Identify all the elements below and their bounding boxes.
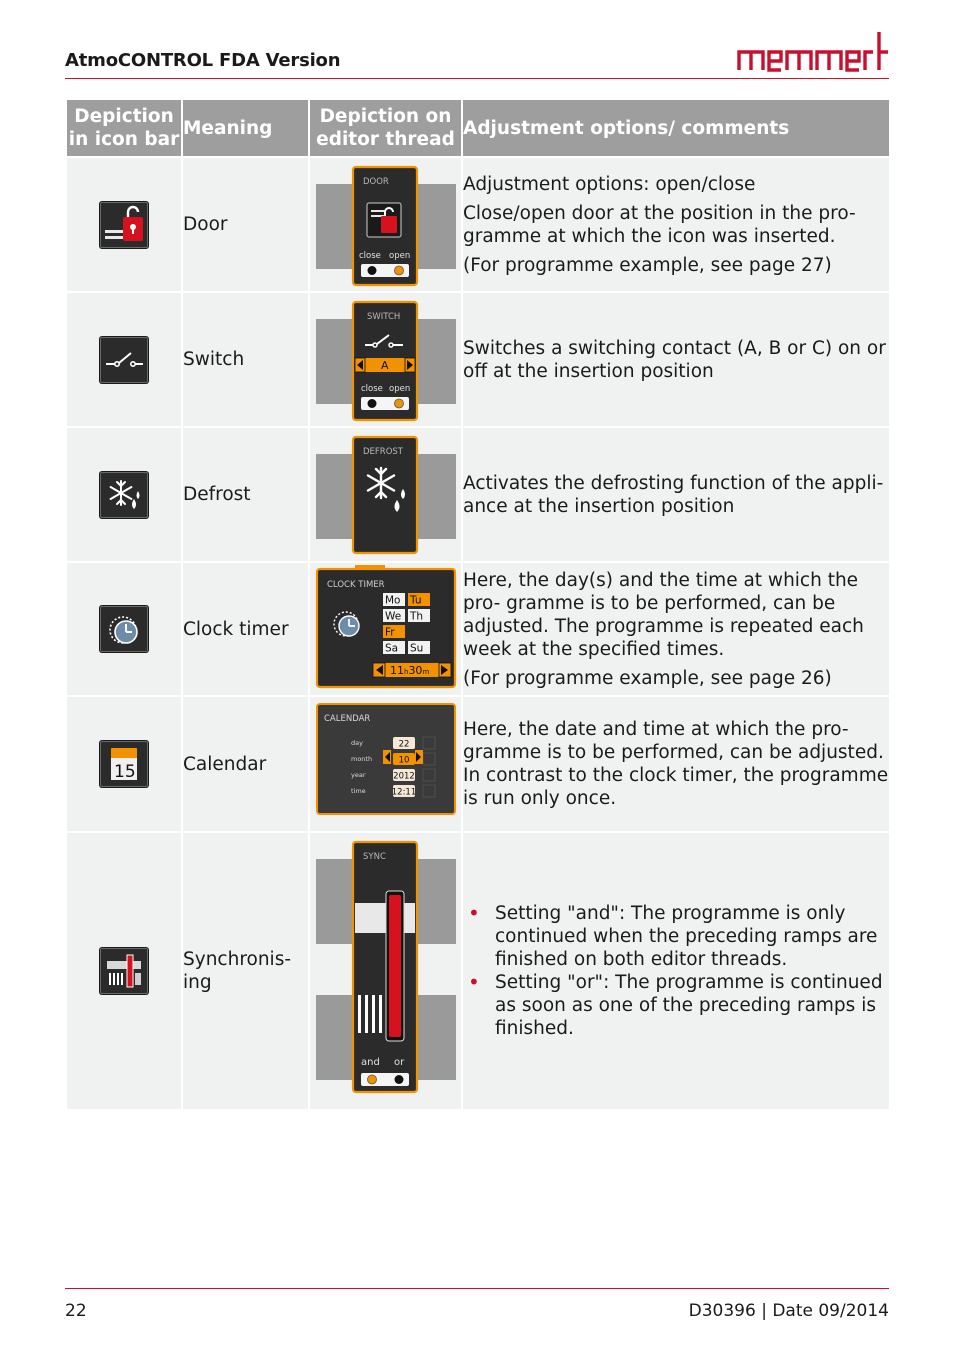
editor-close-label: close xyxy=(358,251,381,261)
comment-defrost xyxy=(462,427,890,562)
comment-switch xyxy=(462,292,890,427)
sync-icon xyxy=(100,948,148,994)
day-chip-we: We xyxy=(384,610,401,623)
editor-door-title: DOOR xyxy=(362,177,389,187)
calendar-icon xyxy=(100,741,148,787)
column-header-editor-thread: Depiction on editor thread xyxy=(309,99,462,157)
meaning-door: Door xyxy=(182,157,309,292)
meaning-switch: Switch xyxy=(182,292,309,427)
table-row-defrost xyxy=(66,427,890,562)
calendar-year-label: year xyxy=(350,771,366,779)
day-chip-mo: Mo xyxy=(384,594,400,607)
snowflake-icon xyxy=(100,472,148,518)
day-chip-th: Th xyxy=(409,610,423,623)
memmert-logo xyxy=(737,30,889,72)
comment-text: Activates the defrosting function of the appli- ance at the insertion position xyxy=(463,472,884,517)
day-chip-sa: Sa xyxy=(384,642,398,655)
icon-table xyxy=(65,98,891,1111)
comment-synchronising xyxy=(462,832,890,1110)
meaning-calendar: Calendar xyxy=(182,696,309,832)
comment-text: Switches a switching contact (A, B or C) on or off at the insertion position xyxy=(463,337,886,382)
sync-bullet-list xyxy=(463,902,889,1040)
editor-minutes-unit: m xyxy=(421,668,429,676)
table-row-switch xyxy=(66,292,890,427)
comment-calendar xyxy=(462,696,890,832)
comment-text: Here, the date and time at which the pro- gramme is to be performed, can be adjusted. In contrast to the clock timer, the programme is run only once. xyxy=(463,719,889,809)
comment-text: (For programme example, see page 26) xyxy=(463,667,832,689)
calendar-day-label: day xyxy=(350,739,363,747)
icon-cell xyxy=(66,427,182,562)
bullet-icon: • xyxy=(468,901,480,925)
document-reference: D30396 | Date 09/2014 xyxy=(688,1301,889,1321)
editor-open-label: open xyxy=(388,384,410,394)
day-chip-tu: Tu xyxy=(409,594,421,607)
table-header-row xyxy=(66,99,890,157)
editor-hours-unit: h xyxy=(403,668,408,676)
editor-and-label: and xyxy=(360,1057,380,1068)
editor-open-label: open xyxy=(388,251,410,261)
column-header-icon-bar: Depiction in icon bar xyxy=(66,99,182,157)
meaning-defrost: Defrost xyxy=(182,427,309,562)
list-item xyxy=(468,970,889,1040)
editor-contact-label: A xyxy=(380,359,389,372)
clock-timer-icon xyxy=(100,606,148,652)
bullet-text: Setting "and": The programme is only continued when the preceding ramps are finished on both editor threads. xyxy=(495,903,878,970)
icon-cell xyxy=(66,157,182,292)
day-chip-su: Su xyxy=(409,642,423,655)
icon-cell xyxy=(66,562,182,696)
page-header xyxy=(65,30,889,79)
comment-text: (For programme example, see page 27) xyxy=(463,254,832,276)
icon-cell xyxy=(66,832,182,1110)
editor-sync-title: SYNC xyxy=(362,852,386,862)
comment-text: Close/open door at the position in the pro- gramme at which the icon was inserted. xyxy=(463,202,856,247)
editor-thread-sync xyxy=(309,832,462,1110)
comment-door xyxy=(462,157,890,292)
document-title: AtmoCONTROL FDA Version xyxy=(65,50,341,71)
comment-text: Here, the day(s) and the time at which the pro- gramme is to be performed, can be adjusted. The programme is repeated each week at the specified times. xyxy=(463,569,864,660)
meaning-synchronising: Synchronis- ing xyxy=(182,832,309,1110)
bullet-icon: • xyxy=(468,970,480,994)
calendar-month-value: 10 xyxy=(398,755,409,766)
page-number: 22 xyxy=(65,1301,87,1321)
editor-thread-calendar xyxy=(309,696,462,832)
editor-hours-value: 11 xyxy=(389,664,404,677)
comment-clock-timer xyxy=(462,562,890,696)
bullet-text: Setting "or": The programme is continued as soon as one of the preceding ramps is finished. xyxy=(495,972,883,1039)
column-header-meaning: Meaning xyxy=(182,99,309,157)
icon-cell xyxy=(66,696,182,832)
switch-icon xyxy=(100,337,148,383)
calendar-month-label: month xyxy=(350,755,372,763)
editor-clock-timer-title: CLOCK TIMER xyxy=(326,580,385,590)
table-row-clock-timer xyxy=(66,562,890,696)
table-row-door xyxy=(66,157,890,292)
door-icon xyxy=(100,202,148,248)
editor-thread-clock-timer xyxy=(309,562,462,696)
table-row-calendar xyxy=(66,696,890,832)
editor-thread-switch xyxy=(309,292,462,427)
calendar-day-value: 22 xyxy=(398,739,409,750)
icon-cell xyxy=(66,292,182,427)
table-row-synchronising xyxy=(66,832,890,1110)
meaning-clock-timer: Clock timer xyxy=(182,562,309,696)
calendar-time-label: time xyxy=(350,787,366,795)
column-header-comments: Adjustment options/ comments xyxy=(462,99,890,157)
calendar-time-value: 12:11 xyxy=(391,787,416,798)
comment-text: Adjustment options: open/close xyxy=(463,173,756,195)
day-chip-fr: Fr xyxy=(384,626,395,639)
editor-thread-door xyxy=(309,157,462,292)
editor-defrost-title: DEFROST xyxy=(362,447,403,457)
page-footer xyxy=(65,1288,889,1321)
editor-switch-title: SWITCH xyxy=(366,312,400,322)
editor-close-label: close xyxy=(360,384,383,394)
calendar-icon-label: 15 xyxy=(114,762,136,782)
list-item xyxy=(468,901,889,971)
calendar-year-value: 2012 xyxy=(392,771,415,782)
editor-thread-defrost xyxy=(309,427,462,562)
editor-minutes-value: 30 xyxy=(407,664,422,677)
editor-or-label: or xyxy=(393,1057,404,1068)
editor-calendar-title: CALENDAR xyxy=(323,714,370,724)
